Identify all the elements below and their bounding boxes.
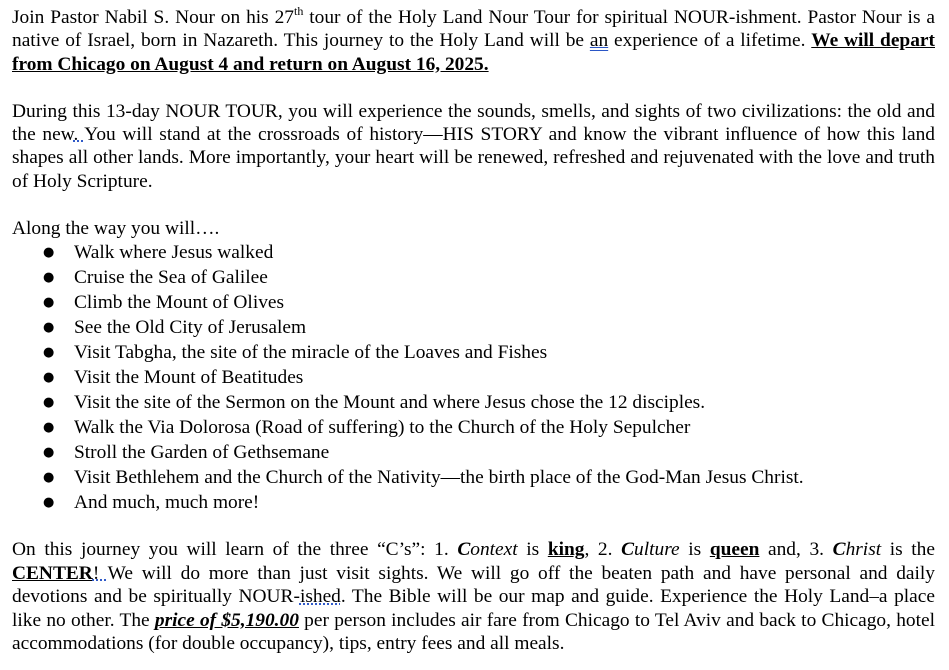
highlight-text: Cruise the Sea of Galilee (74, 267, 268, 289)
paragraph-gap (12, 193, 935, 216)
bullet-icon: ● (43, 420, 55, 436)
tour-price: price of $5,190.00 (154, 609, 299, 631)
bullet-icon: ● (43, 245, 55, 261)
highlight-text: Walk the Via Dolorosa (Road of suffering) to the Church of the Holy Sepulcher (74, 417, 691, 439)
queen-word: queen (709, 539, 760, 561)
highlight-item (12, 490, 935, 515)
grammar-flagged-punctuation-2: ! (92, 562, 108, 584)
closing-text-3: , 2. (584, 539, 622, 561)
center-word: CENTER (12, 562, 93, 584)
pastor-name: Nabil S. Nour (104, 7, 215, 28)
highlight-text: Climb the Mount of Olives (74, 292, 285, 314)
bullet-icon: ● (43, 395, 55, 411)
list-intro: Along the way you will…. (12, 217, 220, 239)
closing-text-9: . The Bible will be our map and guide. Experience the Holy Land–a place like no other. The (12, 586, 935, 631)
highlight-item (12, 290, 935, 315)
highlight-item (12, 340, 935, 365)
highlight-text: Walk where Jesus walked (74, 242, 274, 264)
highlight-item (12, 415, 935, 440)
c-letter-context: C (457, 539, 471, 561)
c-letter-christ: C (832, 539, 846, 561)
paragraph-gap (12, 76, 935, 99)
ordinal-suffix: th (294, 3, 304, 18)
highlight-item (12, 315, 935, 340)
intro-paragraph (12, 3, 935, 76)
closing-text-6: is the (881, 539, 935, 561)
highlight-text: Visit the Mount of Beatitudes (74, 367, 304, 389)
bullet-icon: ● (43, 320, 55, 336)
departure-dates: We will depart from Chicago on August 4 and return on August 16, 2025. (12, 30, 935, 75)
highlight-text: Visit Tabgha, the site of the miracle of the Loaves and Fishes (74, 342, 548, 364)
intro-text-2: on his 27 (214, 7, 294, 28)
spell-flagged-word: ished (299, 586, 341, 608)
tour-text-1: During this 13-day NOUR TOUR, you will experience the sounds, smells, and sights of two civilizations: the old and the new (12, 100, 935, 146)
christ-word: hrist (845, 539, 882, 561)
highlight-text: And much, much more! (74, 492, 260, 514)
context-word: ontext (470, 539, 518, 561)
highlight-text: Visit the site of the Sermon on the Mount and where Jesus chose the 12 disciples. (74, 392, 706, 414)
closing-text-5: and, 3. (759, 539, 833, 561)
highlight-text: Visit Bethlehem and the Church of the Nativity—the birth place of the God-Man Jesus Christ. (74, 467, 804, 489)
closing-text-2: is (517, 539, 548, 561)
grammar-flagged-word: an (589, 30, 609, 52)
highlight-item (12, 240, 935, 265)
bullet-icon: ● (43, 270, 55, 286)
closing-text-1: On this journey you will learn of the three “C’s”: 1. (12, 539, 458, 561)
intro-text-5: experience of a lifetime. (608, 30, 812, 52)
king-word: king (547, 539, 585, 561)
bullet-icon: ● (43, 345, 55, 361)
culture-word: ulture (634, 539, 680, 561)
highlight-text: See the Old City of Jerusalem (74, 317, 307, 339)
closing-text-8: We will do more than just visit sights. We will go off the beaten path and have personal and daily devotions and be spiritually NOUR- (12, 562, 935, 608)
highlight-item (12, 390, 935, 415)
bullet-icon: ● (43, 495, 55, 511)
closing-text-10: per person includes air fare from Chicago to Tel Aviv and back to Chicago, hotel accommodations (for double occupancy), tips, entry fees and all meals. (12, 609, 935, 655)
closing-text-4: is (679, 539, 710, 561)
highlight-item (12, 440, 935, 465)
intro-text-3: tour of the Holy Land Nour Tour for spiritual NOUR-ishment. Pastor Nour is a native of Israel, born in Nazareth. This journey to the Holy Land will be (12, 7, 935, 52)
bullet-icon: ● (43, 445, 55, 461)
highlight-item (12, 365, 935, 390)
c-letter-culture: C (621, 539, 635, 561)
highlight-text: Stroll the Garden of Gethsemane (74, 442, 330, 464)
intro-text-1: Join Pastor (12, 7, 105, 28)
grammar-flagged-punctuation: . (73, 124, 85, 146)
highlight-item (12, 465, 935, 490)
bullet-icon: ● (43, 370, 55, 386)
paragraph-gap (12, 515, 935, 538)
closing-paragraph (12, 538, 935, 656)
tour-paragraph (12, 100, 935, 194)
highlight-item (12, 265, 935, 290)
tour-text-3: You will stand at the crossroads of history—HIS STORY and know the vibrant influence of how this land shapes all other lands. More importantly, your heart will be renewed, refreshed and rejuvenated with the love and truth of Holy Scripture. (12, 124, 935, 192)
bullet-icon: ● (43, 470, 55, 486)
bullet-icon: ● (43, 295, 55, 311)
highlights-list (12, 240, 935, 515)
